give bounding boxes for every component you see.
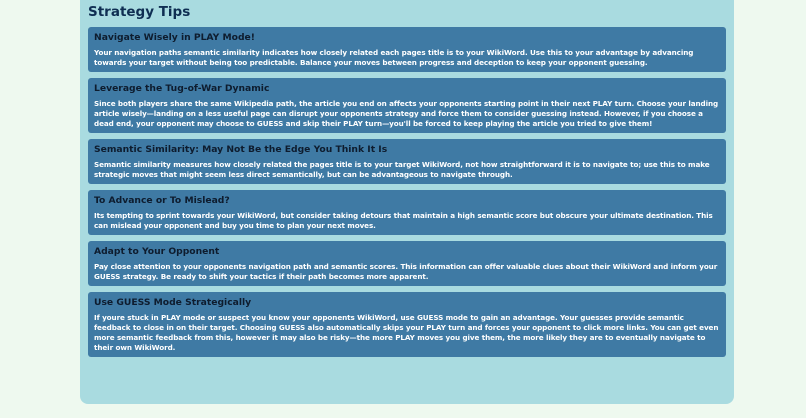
strategy-tips-panel <box>80 0 734 404</box>
tip-title: Leverage the Tug-of-War Dynamic <box>94 83 270 94</box>
tip-card-adapt <box>88 241 726 286</box>
tip-body: Your navigation paths semantic similarity indicates how closely related each pages title is to your WikiWord. Use this to your advantage by advancing towards your target without being too predictable. Balance your moves between progress and deception to keep your opponent guessing. <box>94 48 694 67</box>
tip-body: If youre stuck in PLAY mode or suspect you know your opponents WikiWord, use GUESS mode to gain an advantage. Your guesses provide semantic feedback to close in on their target. Choosing GUESS also automatically skips your PLAY turn and forces your opponent to click more links. You can get even more semantic feedback from this, however it may also be risky—the more PLAY moves you give them, the more likely they are to eventually navigate to their own WikiWord. <box>94 313 719 352</box>
tip-card-guess-mode <box>88 292 726 357</box>
tip-body: Since both players share the same Wikipedia path, the article you end on affects your opponents starting point in their next PLAY turn. Choose your landing article wisely—landing on a less useful page can disrupt your opponents strategy and force them to consider guessing instead. However, if you choose a dead end, your opponent may choose to GUESS and skip their PLAY turn—you'll be forced to keep playing the article you tried to give them! <box>94 99 719 128</box>
tip-body: Pay close attention to your opponents navigation path and semantic scores. This information can offer valuable clues about their WikiWord and inform your GUESS strategy. Be ready to shift your tactics if their path becomes more apparent. <box>94 262 718 281</box>
tip-card-navigate <box>88 27 726 72</box>
tip-title: Semantic Similarity: May Not Be the Edge You Think It Is <box>94 144 388 155</box>
tip-title: To Advance or To Mislead? <box>94 195 230 206</box>
tip-body: Its tempting to sprint towards your WikiWord, but consider taking detours that maintain a high semantic score but obscure your ultimate destination. This can mislead your opponent and buy you time to plan your next moves. <box>94 211 713 230</box>
tip-body: Semantic similarity measures how closely related the pages title is to your target WikiWord, not how straightforward it is to navigate to; use this to make strategic moves that might seem less direct semantically, but can be advantageous to navigate through. <box>94 160 710 179</box>
tip-title: Use GUESS Mode Strategically <box>94 297 252 308</box>
tip-title: Navigate Wisely in PLAY Mode! <box>94 32 255 43</box>
tip-card-tug-of-war <box>88 78 726 133</box>
tip-title: Adapt to Your Opponent <box>94 246 220 257</box>
tip-card-semantic-similarity <box>88 139 726 184</box>
tip-card-advance-or-mislead <box>88 190 726 235</box>
section-title: Strategy Tips <box>88 4 191 20</box>
